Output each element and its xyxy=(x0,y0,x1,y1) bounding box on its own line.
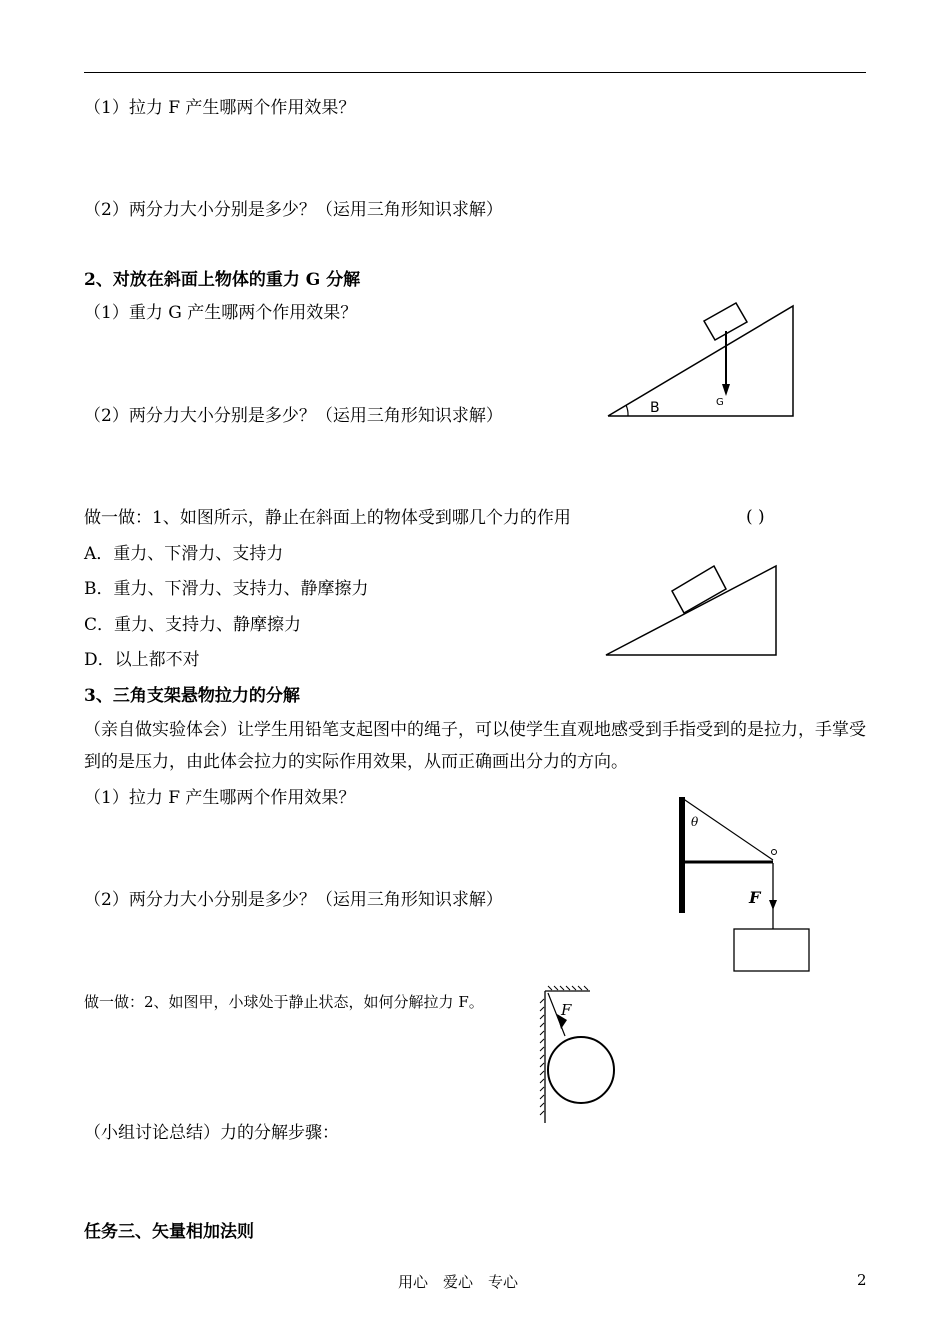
angle-arc xyxy=(626,405,628,416)
angle-label: B xyxy=(650,400,660,416)
ball xyxy=(548,1037,614,1103)
s1-question-2: （2）两分力大小分别是多少？（运用三角形知识求解） xyxy=(84,200,503,220)
ex1-question: 做一做：1、如图所示，静止在斜面上的物体受到哪几个力的作用 xyxy=(84,508,571,528)
summary-line: （小组讨论总结）力的分解步骤： xyxy=(84,1123,339,1143)
force-label: F xyxy=(561,1001,572,1019)
incline-triangle xyxy=(608,306,793,416)
s2-question-2: （2）两分力大小分别是多少？（运用三角形知识求解） xyxy=(84,406,503,426)
s3-question-1: （1）拉力 F 产生哪两个作用效果？ xyxy=(84,788,356,808)
wall-hatch xyxy=(540,999,544,1115)
ex1-option-c[interactable]: C．重力、支持力、静摩擦力 xyxy=(84,615,302,635)
s2-question-1: （1）重力 G 产生哪两个作用效果？ xyxy=(84,303,358,323)
footer-motto: 用心 爱心 专心 xyxy=(398,1273,519,1291)
incline-block-figure xyxy=(600,560,782,660)
s3-question-2: （2）两分力大小分别是多少？（运用三角形知识求解） xyxy=(84,890,503,910)
angle-label: θ xyxy=(691,815,699,829)
tripod-bracket-figure xyxy=(670,793,815,975)
ceiling-hatch xyxy=(548,986,588,990)
s1-question-1: （1）拉力 F 产生哪两个作用效果？ xyxy=(84,98,356,118)
ex1-option-d[interactable]: D．以上都不对 xyxy=(84,650,200,670)
task3-heading: 任务三、矢量相加法则 xyxy=(84,1222,254,1242)
ex1-option-b[interactable]: B．重力、下滑力、支持力、静摩擦力 xyxy=(84,579,369,599)
rope xyxy=(682,798,773,860)
s3-heading: 3、三角支架悬物拉力的分解 xyxy=(84,686,300,706)
ex1-answer-blank[interactable]: ( ) xyxy=(746,507,765,527)
hanging-weight xyxy=(734,929,809,971)
incline-gravity-figure xyxy=(600,298,800,422)
force-label: F xyxy=(749,888,761,907)
gravity-label: G xyxy=(716,397,724,408)
ball-wall-figure xyxy=(532,985,622,1127)
point-o-marker xyxy=(772,850,777,855)
force-arrowhead xyxy=(769,900,777,910)
page-number: 2 xyxy=(857,1271,867,1289)
gravity-arrowhead xyxy=(722,384,730,396)
s3-intro: （亲自做实验体会）让学生用铅笔支起图中的绳子，可以使学生直观地感受到手指受到的是拉力，手掌受到的是压力，由此体会拉力的实际作用效果，从而正确画出分力的方向。 xyxy=(84,720,866,772)
ex2-question: 做一做：2、如图甲，小球处于静止状态，如何分解拉力 F。 xyxy=(84,993,484,1011)
ex1-option-a[interactable]: A．重力、下滑力、支持力 xyxy=(84,544,284,564)
s2-heading: 2、对放在斜面上物体的重力 G 分解 xyxy=(84,270,361,290)
header-rule xyxy=(84,72,866,73)
